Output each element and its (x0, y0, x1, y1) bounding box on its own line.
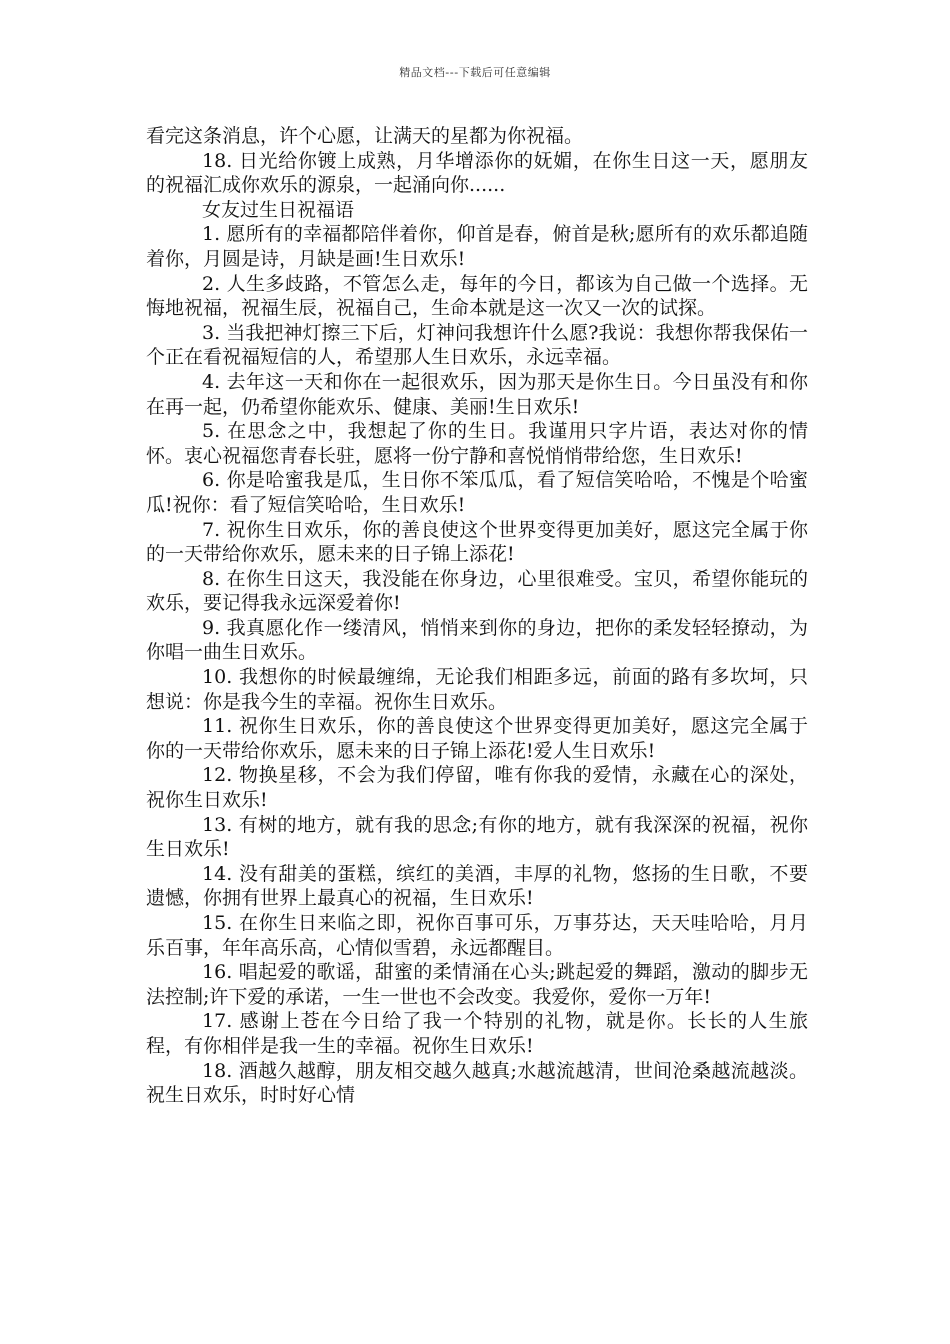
paragraph-17: 15. 在你生日来临之即，祝你百事可乐，万事芬达，天天哇哈哈，月月乐百事，年年高乐高，心情似雪碧，永远都醒目。 (146, 912, 808, 959)
paragraph-12: 10. 我想你的时候最缠绵，无论我们相距多远，前面的路有多坎坷，只想说：你是我今生的幸福。祝你生日欢乐。 (146, 666, 808, 713)
paragraph-10: 8. 在你生日这天，我没能在你身边，心里很难受。宝贝，希望你能玩的欢乐，要记得我永远深爱着你! (146, 567, 808, 615)
paragraph-8: 6. 你是哈蜜我是瓜，生日你不笨瓜瓜，看了短信笑哈哈，不愧是个哈蜜瓜!祝你：看了短信笑哈哈，生日欢乐! (146, 469, 808, 516)
paragraph-18: 16. 唱起爱的歌谣，甜蜜的柔情涌在心头;跳起爱的舞蹈，激动的脚步无法控制;许下爱的承诺，一生一世也不会改变。我爱你，爱你一万年! (146, 961, 808, 1008)
section-heading: 女友过生日祝福语 (202, 198, 355, 221)
paragraph-19: 17. 感谢上苍在今日给了我一个特别的礼物，就是你。长长的人生旅程，有你相伴是我一生的幸福。祝你生日欢乐! (146, 1010, 808, 1057)
document-body (146, 124, 808, 1108)
paragraph-7: 5. 在思念之中，我想起了你的生日。我谨用只字片语，表达对你的情怀。衷心祝福您青春长驻，愿将一份宁静和喜悦悄悄带给您，生日欢乐! (146, 420, 808, 467)
paragraph-5: 3. 当我把神灯擦三下后，灯神问我想许什么愿?我说：我想你帮我保佑一个正在看祝福短信的人，希望那人生日欢乐，永远幸福。 (146, 321, 808, 369)
paragraph-16: 14. 没有甜美的蛋糕，缤红的美酒，丰厚的礼物，悠扬的生日歌，不要遗憾，你拥有世界上最真心的祝福，生日欢乐! (146, 862, 808, 910)
paragraph-11: 9. 我真愿化作一缕清风，悄悄来到你的身边，把你的柔发轻轻撩动，为你唱一曲生日欢乐。 (146, 616, 808, 664)
paragraph-3: 1. 愿所有的幸福都陪伴着你，仰首是春，俯首是秋;愿所有的欢乐都追随着你，月圆是诗，月缺是画!生日欢乐! (146, 223, 808, 270)
paragraph-9: 7. 祝你生日欢乐，你的善良使这个世界变得更加美好，愿这完全属于你的一天带给你欢乐，愿未来的日子锦上添花! (146, 518, 808, 566)
paragraph-0: 看完这条消息，许个心愿，让满天的星都为你祝福。 (146, 125, 584, 147)
paragraph-15: 13. 有树的地方，就有我的思念;有你的地方，就有我深深的祝福，祝你生日欢乐! (146, 813, 808, 861)
paragraph-14: 12. 物换星移，不会为我们停留，唯有你我的爱情，永藏在心的深处，祝你生日欢乐! (146, 764, 808, 812)
paragraph-1: 18. 日光给你镀上成熟，月华增添你的妩媚，在你生日这一天，愿朋友的祝福汇成你欢乐的源泉，一起涌向你...... (146, 149, 808, 197)
paragraph-6: 4. 去年这一天和你在一起很欢乐，因为那天是你生日。今日虽没有和你在再一起，仍希望你能欢乐、健康、美丽!生日欢乐! (146, 370, 808, 418)
paragraph-4: 2. 人生多歧路，不管怎么走，每年的今日，都该为自己做一个选择。无悔地祝福，祝福生辰，祝福自己，生命本就是这一次又一次的试探。 (146, 272, 808, 320)
paragraph-13: 11. 祝你生日欢乐，你的善良使这个世界变得更加美好，愿这完全属于你的一天带给你欢乐，愿未来的日子锦上添花!爱人生日欢乐! (146, 715, 808, 762)
paragraph-20: 18. 酒越久越醇，朋友相交越久越真;水越流越清，世间沧桑越流越淡。祝生日欢乐，时时好心情 (146, 1059, 808, 1107)
page-header: 精品文档---下载后可任意编辑 (399, 66, 551, 79)
